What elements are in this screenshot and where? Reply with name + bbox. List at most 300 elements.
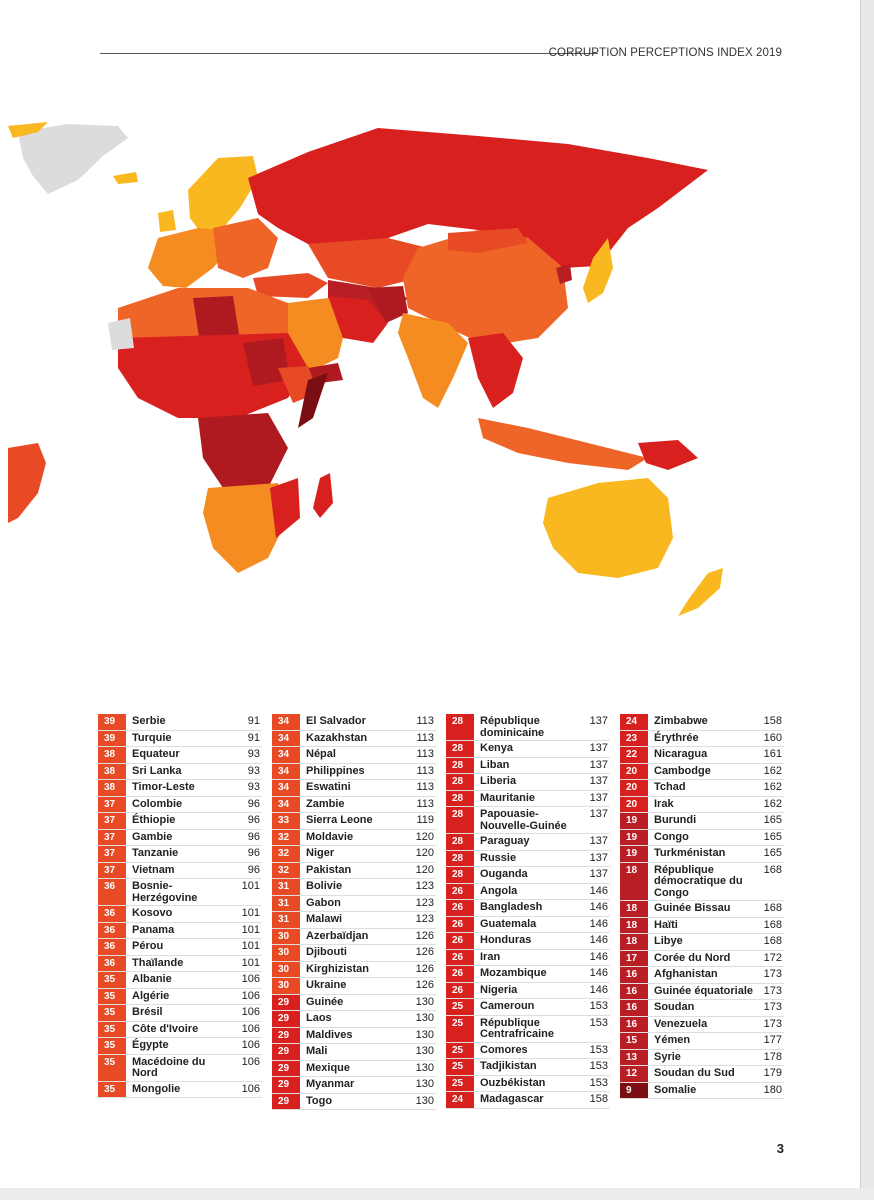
country-name: Honduras [480, 934, 532, 946]
score-cell: 39 [98, 714, 126, 730]
country-name: Soudan [654, 1001, 695, 1013]
country-name: Comores [480, 1043, 528, 1056]
rank-cell: 106 [241, 1022, 260, 1035]
score-cell: 28 [446, 774, 474, 790]
table-row [446, 917, 610, 934]
country-name: Népal [306, 748, 336, 760]
country-name: Soudan du Sud [654, 1067, 735, 1079]
score-cell: 26 [446, 950, 474, 966]
rank-cell: 178 [763, 1050, 782, 1063]
rank-cell: 106 [241, 1039, 260, 1051]
country-name: Érythrée [654, 731, 699, 744]
score-cell: 29 [272, 1044, 300, 1060]
country-name: Ukraine [306, 979, 347, 991]
rank-cell: 137 [589, 808, 608, 820]
score-cell: 36 [98, 956, 126, 972]
rank-cell: 165 [763, 830, 782, 843]
rank-cell: 93 [247, 781, 260, 793]
rank-cell: 101 [241, 907, 260, 919]
rank-cell: 126 [415, 979, 434, 991]
score-cell: 28 [446, 834, 474, 850]
country-name: Philippines [306, 764, 365, 777]
rank-cell: 161 [763, 748, 782, 760]
table-row [98, 923, 262, 940]
table-row [620, 918, 784, 935]
map-europe-central [213, 218, 278, 278]
score-cell: 34 [272, 747, 300, 763]
rank-cell: 158 [589, 1093, 608, 1105]
table-row [620, 764, 784, 781]
rank-cell: 153 [589, 1000, 608, 1012]
score-cell: 28 [446, 758, 474, 774]
table-row [620, 967, 784, 984]
table-row [620, 1050, 784, 1067]
rank-cell: 153 [589, 1076, 608, 1089]
score-cell: 24 [620, 714, 648, 730]
table-row [446, 1076, 610, 1093]
table-row [272, 945, 436, 962]
country-name: Burundi [654, 814, 697, 826]
rank-cell: 146 [589, 901, 608, 913]
table-row [620, 901, 784, 918]
score-cell: 35 [98, 972, 126, 988]
score-cell: 35 [98, 1005, 126, 1021]
country-name: Cameroun [480, 1000, 535, 1012]
rank-cell: 168 [763, 935, 782, 947]
table-row [272, 797, 436, 814]
country-name: Cambodge [654, 764, 711, 777]
page-number: 3 [776, 1141, 784, 1156]
rank-cell: 96 [247, 847, 260, 859]
rank-cell: 168 [763, 918, 782, 931]
rank-cell: 96 [247, 830, 260, 843]
table-column-2 [272, 714, 436, 1110]
table-row [272, 1011, 436, 1028]
rank-cell: 96 [247, 863, 260, 876]
table-row [272, 747, 436, 764]
country-name: Côte d'Ivoire [132, 1022, 199, 1035]
table-row [446, 999, 610, 1016]
table-row [272, 995, 436, 1012]
country-name: Bosnie-Herzégovine [132, 880, 198, 904]
score-cell: 24 [446, 1092, 474, 1108]
rank-cell: 137 [589, 791, 608, 804]
score-cell: 34 [272, 731, 300, 747]
score-cell: 28 [446, 714, 474, 740]
table-row [620, 714, 784, 731]
rank-cell: 106 [241, 1006, 260, 1018]
country-name: Guatemala [480, 917, 537, 930]
table-row [98, 972, 262, 989]
table-row [620, 1033, 784, 1050]
score-cell: 38 [98, 764, 126, 780]
score-cell: 19 [620, 813, 648, 829]
rank-cell: 180 [763, 1083, 782, 1096]
country-name: Maldives [306, 1028, 353, 1041]
country-name: Zambie [306, 797, 345, 810]
rank-cell: 101 [241, 880, 260, 892]
table-row [620, 934, 784, 951]
table-row [98, 747, 262, 764]
table-row [446, 714, 610, 741]
report-title: CORRUPTION PERCEPTIONS INDEX 2019 [548, 47, 782, 59]
table-row [620, 846, 784, 863]
country-name: Kosovo [132, 907, 173, 919]
score-cell: 37 [98, 797, 126, 813]
score-cell: 29 [272, 1077, 300, 1093]
score-cell: 32 [272, 846, 300, 862]
score-cell: 28 [446, 851, 474, 867]
score-cell: 19 [620, 846, 648, 862]
country-name: Yémen [654, 1034, 691, 1046]
table-row [272, 1028, 436, 1045]
score-cell: 18 [620, 918, 648, 934]
table-row [446, 867, 610, 884]
table-row [446, 791, 610, 808]
score-cell: 23 [620, 731, 648, 747]
rank-cell: 93 [247, 748, 260, 760]
country-name: Nicaragua [654, 748, 708, 760]
table-row [272, 1044, 436, 1061]
country-name: Guinée équatoriale [654, 984, 754, 997]
rank-cell: 101 [241, 923, 260, 936]
country-name: Myanmar [306, 1078, 355, 1090]
rank-cell: 130 [415, 1028, 434, 1041]
score-cell: 20 [620, 780, 648, 796]
rank-cell: 137 [589, 851, 608, 864]
map-greenland [18, 124, 128, 194]
score-cell: 25 [446, 1076, 474, 1092]
country-name: Albanie [132, 973, 172, 985]
country-name: Kirghizistan [306, 962, 369, 975]
score-cell: 32 [272, 830, 300, 846]
table-row [272, 879, 436, 896]
rank-cell: 123 [415, 896, 434, 909]
score-cell: 18 [620, 934, 648, 950]
map-central-africa [198, 413, 288, 488]
country-name: Mozambique [480, 967, 547, 979]
table-row [446, 983, 610, 1000]
rank-cell: 137 [589, 775, 608, 787]
country-name: Turkménistan [654, 847, 726, 859]
country-name: Kazakhstan [306, 731, 368, 744]
country-name: Thaïlande [132, 956, 184, 969]
country-name: Malawi [306, 913, 343, 925]
country-name: Algérie [132, 989, 170, 1002]
table-row [272, 929, 436, 946]
country-name: République dominicaine [480, 715, 545, 739]
score-cell: 28 [446, 741, 474, 757]
rank-cell: 113 [416, 748, 434, 760]
country-name: Togo [306, 1094, 333, 1107]
score-cell: 25 [446, 1016, 474, 1042]
score-cell: 19 [620, 830, 648, 846]
rank-cell: 137 [589, 742, 608, 754]
rank-cell: 173 [763, 1017, 782, 1030]
table-row [98, 714, 262, 731]
country-name: Pakistan [306, 863, 352, 876]
page-edge-right [860, 0, 874, 1200]
country-name: Éthiopie [132, 814, 176, 826]
country-name: Niger [306, 847, 335, 859]
page-edge-bottom [0, 1188, 874, 1200]
map-south-america-edge [8, 443, 46, 523]
country-name: Tchad [654, 781, 686, 793]
country-name: Equateur [132, 748, 180, 760]
rank-cell: 106 [241, 1082, 260, 1095]
table-row [272, 1077, 436, 1094]
country-name: Haïti [654, 918, 678, 931]
country-name: République démocratique du Congo [654, 863, 743, 899]
table-row [620, 813, 784, 830]
rank-cell: 146 [589, 983, 608, 996]
table-row [272, 962, 436, 979]
table-row [620, 797, 784, 814]
table-row [98, 906, 262, 923]
country-name: Mauritanie [480, 791, 536, 804]
score-cell: 32 [272, 863, 300, 879]
country-name: Ouzbékistan [480, 1076, 546, 1089]
map-indonesia [478, 418, 648, 470]
table-row [272, 1094, 436, 1111]
table-row [620, 780, 784, 797]
table-row [620, 1066, 784, 1083]
rank-cell: 130 [415, 995, 434, 1008]
table-row [272, 846, 436, 863]
table-row [98, 846, 262, 863]
rank-cell: 130 [415, 1012, 434, 1024]
rank-cell: 113 [416, 797, 434, 810]
rank-cell: 106 [241, 1055, 260, 1068]
rank-cell: 126 [415, 946, 434, 958]
score-cell: 26 [446, 917, 474, 933]
score-cell: 29 [272, 1061, 300, 1077]
country-name: Somalie [654, 1083, 697, 1096]
score-cell: 13 [620, 1050, 648, 1066]
country-name: Azerbaïdjan [306, 929, 369, 942]
rank-cell: 126 [415, 929, 434, 942]
rank-cell: 123 [415, 913, 434, 925]
country-name: Russie [480, 851, 517, 864]
country-name: Macédoine du Nord [132, 1055, 206, 1079]
table-row [98, 797, 262, 814]
country-name: Papouasie-Nouvelle-Guinée [480, 808, 567, 832]
score-cell: 20 [620, 797, 648, 813]
rank-cell: 162 [763, 797, 782, 810]
score-cell: 29 [272, 1094, 300, 1110]
rank-cell: 165 [763, 847, 782, 859]
score-cell: 38 [98, 747, 126, 763]
score-cell: 39 [98, 731, 126, 747]
table-row [446, 1043, 610, 1060]
table-row [620, 1000, 784, 1017]
rank-cell: 137 [589, 715, 608, 727]
score-cell: 16 [620, 984, 648, 1000]
table-row [98, 1082, 262, 1099]
score-cell: 31 [272, 896, 300, 912]
score-cell: 9 [620, 1083, 648, 1099]
rank-cell: 130 [415, 1078, 434, 1090]
table-row [620, 863, 784, 902]
rank-cell: 168 [763, 902, 782, 914]
country-name: Vietnam [132, 863, 175, 876]
rank-cell: 101 [241, 956, 260, 969]
score-cell: 26 [446, 884, 474, 900]
rank-cell: 101 [241, 940, 260, 952]
score-cell: 34 [272, 764, 300, 780]
rank-cell: 96 [247, 797, 260, 810]
country-name: Liberia [480, 775, 517, 787]
rank-cell: 168 [763, 863, 782, 876]
country-name: Gabon [306, 896, 341, 909]
table-row [98, 780, 262, 797]
score-cell: 34 [272, 780, 300, 796]
score-cell: 12 [620, 1066, 648, 1082]
score-cell: 26 [446, 900, 474, 916]
country-name: Angola [480, 884, 518, 897]
country-name: Venezuela [654, 1017, 708, 1030]
country-name: Colombie [132, 797, 183, 810]
table-row [446, 1059, 610, 1076]
score-cell: 30 [272, 945, 300, 961]
country-name: Bangladesh [480, 901, 543, 913]
map-australia [543, 478, 673, 578]
rank-cell: 173 [763, 984, 782, 997]
rank-cell: 158 [763, 715, 782, 727]
rank-cell: 91 [247, 731, 260, 744]
rank-cell: 146 [589, 967, 608, 979]
country-name: Zimbabwe [654, 715, 708, 727]
country-name: Panama [132, 923, 175, 936]
country-name: Sri Lanka [132, 764, 182, 777]
score-cell: 18 [620, 863, 648, 901]
score-cell: 29 [272, 1028, 300, 1044]
country-name: Guinée [306, 995, 344, 1008]
rank-cell: 146 [589, 917, 608, 930]
table-row [620, 1083, 784, 1100]
table-row [98, 939, 262, 956]
table-row [98, 879, 262, 906]
table-row [446, 966, 610, 983]
map-iceland [113, 172, 138, 184]
score-cell: 38 [98, 780, 126, 796]
score-cell: 37 [98, 830, 126, 846]
score-cell: 35 [98, 1082, 126, 1098]
table-row [446, 774, 610, 791]
score-cell: 31 [272, 912, 300, 928]
score-cell: 35 [98, 1038, 126, 1054]
table-row [98, 764, 262, 781]
map-uk [158, 210, 176, 232]
rank-cell: 96 [247, 814, 260, 826]
table-row [446, 900, 610, 917]
rank-cell: 137 [589, 835, 608, 847]
table-row [98, 1022, 262, 1039]
rank-cell: 162 [763, 781, 782, 793]
score-cell: 36 [98, 939, 126, 955]
rank-cell: 146 [589, 884, 608, 897]
country-name: Mali [306, 1045, 328, 1057]
rank-cell: 123 [415, 880, 434, 892]
rank-cell: 153 [589, 1060, 608, 1072]
country-name: Sierra Leone [306, 814, 373, 826]
score-cell: 25 [446, 1059, 474, 1075]
rank-cell: 146 [589, 934, 608, 946]
rank-cell: 130 [415, 1045, 434, 1057]
rank-cell: 120 [415, 847, 434, 859]
score-cell: 28 [446, 807, 474, 833]
score-cell: 30 [272, 929, 300, 945]
rank-cell: 113 [416, 764, 434, 777]
table-column-4 [620, 714, 784, 1099]
score-cell: 37 [98, 863, 126, 879]
table-row [98, 989, 262, 1006]
table-row [446, 741, 610, 758]
country-name: Eswatini [306, 781, 351, 793]
country-name: Kenya [480, 742, 514, 754]
table-row [620, 984, 784, 1001]
table-row [620, 1017, 784, 1034]
table-row [98, 731, 262, 748]
country-name: Brésil [132, 1006, 163, 1018]
country-name: Moldavie [306, 830, 354, 843]
score-cell: 36 [98, 879, 126, 905]
country-name: Djibouti [306, 946, 347, 958]
country-name: Corée du Nord [654, 951, 731, 964]
table-row [98, 830, 262, 847]
rank-cell: 119 [416, 814, 434, 826]
score-cell: 37 [98, 813, 126, 829]
rank-cell: 120 [415, 863, 434, 876]
country-name: Turquie [132, 731, 172, 744]
rank-cell: 137 [589, 758, 608, 771]
table-row [446, 884, 610, 901]
table-row [446, 933, 610, 950]
country-name: Bolivie [306, 880, 343, 892]
rank-cell: 160 [763, 731, 782, 744]
country-name: Congo [654, 830, 689, 843]
table-row [446, 1092, 610, 1109]
table-row [272, 863, 436, 880]
score-cell: 30 [272, 962, 300, 978]
table-row [272, 978, 436, 995]
score-cell: 16 [620, 967, 648, 983]
country-name: Égypte [132, 1039, 169, 1051]
score-cell: 22 [620, 747, 648, 763]
score-cell: 20 [620, 764, 648, 780]
map-madagascar [313, 473, 333, 518]
score-cell: 25 [446, 1043, 474, 1059]
country-name: Iran [480, 950, 501, 963]
score-cell: 31 [272, 879, 300, 895]
header-rule [100, 53, 598, 54]
country-name: Liban [480, 758, 510, 771]
table-row [272, 780, 436, 797]
rank-cell: 172 [763, 951, 782, 964]
table-row [272, 830, 436, 847]
score-cell: 37 [98, 846, 126, 862]
score-cell: 28 [446, 867, 474, 883]
table-column-1 [98, 714, 262, 1098]
country-name: Tanzanie [132, 847, 179, 859]
rank-cell: 177 [763, 1034, 782, 1046]
country-name: Libye [654, 935, 683, 947]
table-row [446, 851, 610, 868]
country-name: Laos [306, 1012, 332, 1024]
score-cell: 15 [620, 1033, 648, 1049]
score-cell: 33 [272, 813, 300, 829]
rank-cell: 153 [589, 1016, 608, 1029]
